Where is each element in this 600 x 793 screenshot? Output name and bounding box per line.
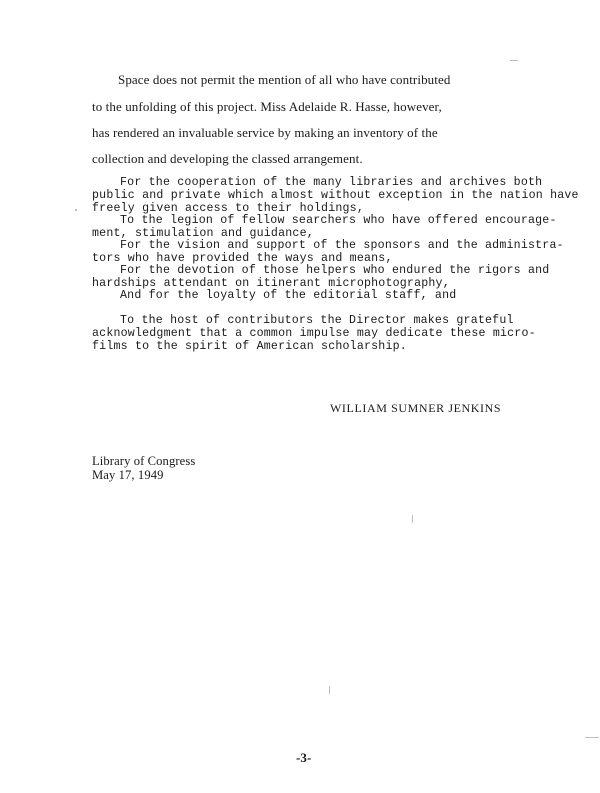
page-number: -3-: [296, 750, 312, 765]
scan-artifact: [412, 515, 413, 523]
paragraph3-line: acknowledgment that a common impulse may dedicate these micro-: [92, 327, 536, 340]
scan-artifact: [329, 686, 330, 694]
footer-date: May 17, 1949: [92, 468, 164, 482]
paragraph3-line: films to the spirit of American scholarship.: [92, 340, 407, 353]
paragraph3-line: To the host of contributors the Director makes grateful: [120, 314, 514, 327]
paragraph2-line: hardships attendant on itinerant microphotography,: [92, 277, 450, 290]
footer-institution: Library of Congress: [92, 454, 196, 468]
scan-artifact: [585, 737, 599, 738]
paragraph2-line: freely given access to their holdings,: [92, 202, 364, 215]
paragraph1-line: has rendered an invaluable service by making an inventory of the: [92, 125, 438, 140]
paragraph2-line: public and private which almost without exception in the nation have: [92, 189, 579, 202]
scan-artifact: [510, 60, 518, 61]
paragraph2-line: For the devotion of those helpers who endured the rigors and: [120, 264, 550, 277]
paragraph2-line: For the cooperation of the many libraries and archives both: [120, 176, 543, 189]
paragraph2-line: And for the loyalty of the editorial staff, and: [120, 289, 457, 302]
scan-artifact: [75, 209, 77, 211]
paragraph2-line: For the vision and support of the sponsors and the administra-: [120, 239, 564, 252]
paragraph2-line: To the legion of fellow searchers who have offered encourage-: [120, 214, 557, 227]
paragraph2-line: ment, stimulation and guidance,: [92, 227, 314, 240]
paragraph2-line: tors who have provided the ways and means,: [92, 252, 393, 265]
paragraph1-line: to the unfolding of this project. Miss Adelaide R. Hasse, however,: [92, 99, 442, 114]
paragraph1-line: Space does not permit the mention of all who have contributed: [118, 72, 451, 87]
signature: WILLIAM SUMNER JENKINS: [330, 401, 502, 415]
paragraph1-line: collection and developing the classed arrangement.: [92, 151, 363, 166]
